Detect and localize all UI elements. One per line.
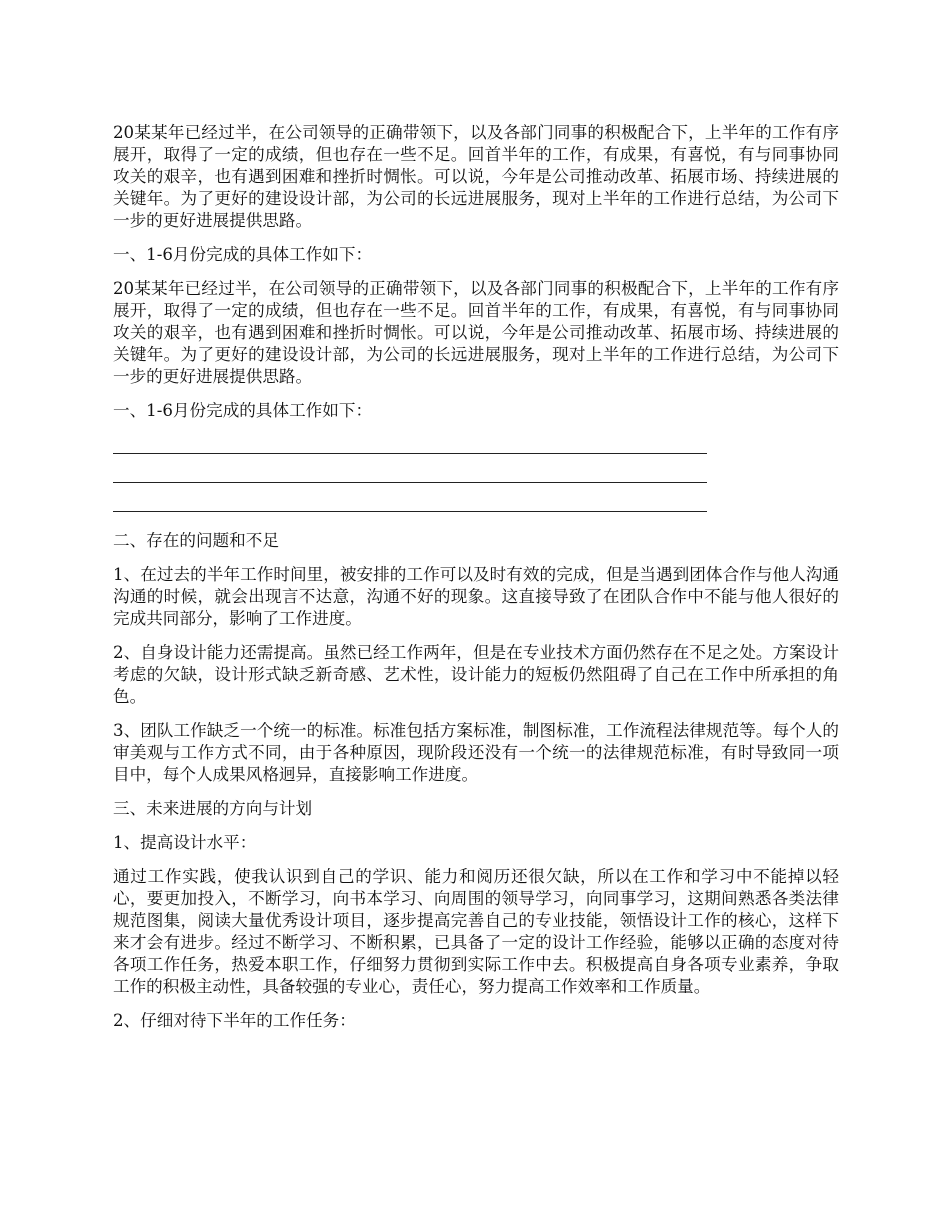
blank-fill-line — [113, 511, 707, 512]
problem-item-1: 1、在过去的半年工作时间里，被安排的工作可以及时有效的完成，但是当遇到团体合作与他人沟通沟通的时候，就会出现言不达意，沟通不好的现象。这直接导致了在团队合作中不能与他人很好的完成共同部分，影响了工作进度。 — [113, 565, 839, 628]
document-page — [113, 122, 839, 1044]
blank-fill-line — [113, 453, 707, 454]
section-heading-work-done: 一、1-6月份完成的具体工作如下： — [113, 245, 373, 264]
plan-subheading-1: 1、提高设计水平： — [113, 833, 257, 852]
plan-subheading-2: 2、仔细对待下半年的工作任务： — [113, 1011, 356, 1030]
section-heading-work-done-repeat: 一、1-6月份完成的具体工作如下： — [113, 401, 373, 420]
blank-fill-lines — [113, 434, 839, 512]
section-heading-plans: 三、未来进展的方向与计划 — [113, 799, 313, 818]
problem-item-3: 3、团队工作缺乏一个统一的标准。标准包括方案标准，制图标准，工作流程法律规范等。每个人的审美观与工作方式不同，由于各种原因，现阶段还没有一个统一的法律规范标准，有时导致同一项目中，每个人成果风格迥异，直接影响工作进度。 — [113, 721, 839, 784]
plan-item-1-body: 通过工作实践，使我认识到自己的学识、能力和阅历还很欠缺，所以在工作和学习中不能掉以轻心，要更加投入，不断学习，向书本学习、向周围的领导学习，向同事学习，这期间熟悉各类法律规范图集，阅读大量优秀设计项目，逐步提高完善自己的专业技能，领悟设计工作的核心，这样下来才会有进步。经过不断学习、不断积累，已具备了一定的设计工作经验，能够以正确的态度对待各项工作任务，热爱本职工作，仔细努力贯彻到实际工作中去。积极提高自身各项专业素养，争取工作的积极主动性，具备较强的专业心，责任心，努力提高工作效率和工作质量。 — [113, 867, 839, 996]
problem-item-2: 2、自身设计能力还需提高。虽然已经工作两年，但是在专业技术方面仍然存在不足之处。方案设计考虑的欠缺，设计形式缺乏新奇感、艺术性，设计能力的短板仍然阻碍了自己在工作中所承担的角色。 — [113, 643, 839, 706]
blank-fill-line — [113, 482, 707, 483]
section-heading-problems: 二、存在的问题和不足 — [113, 531, 279, 550]
intro-paragraph-repeat: 20某某年已经过半，在公司领导的正确带领下，以及各部门同事的积极配合下，上半年的工作有序展开，取得了一定的成绩，但也存在一些不足。回首半年的工作，有成果，有喜悦，有与同事协同攻关的艰辛，也有遇到困难和挫折时惆怅。可以说，今年是公司推动改革、拓展市场、持续进展的关键年。为了更好的建设设计部，为公司的长远进展服务，现对上半年的工作进行总结，为公司下一步的更好进展提供思路。 — [113, 279, 839, 386]
intro-paragraph: 20某某年已经过半，在公司领导的正确带领下，以及各部门同事的积极配合下，上半年的工作有序展开，取得了一定的成绩，但也存在一些不足。回首半年的工作，有成果，有喜悦，有与同事协同攻关的艰辛，也有遇到困难和挫折时惆怅。可以说，今年是公司推动改革、拓展市场、持续进展的关键年。为了更好的建设设计部，为公司的长远进展服务，现对上半年的工作进行总结，为公司下一步的更好进展提供思路。 — [113, 123, 839, 230]
